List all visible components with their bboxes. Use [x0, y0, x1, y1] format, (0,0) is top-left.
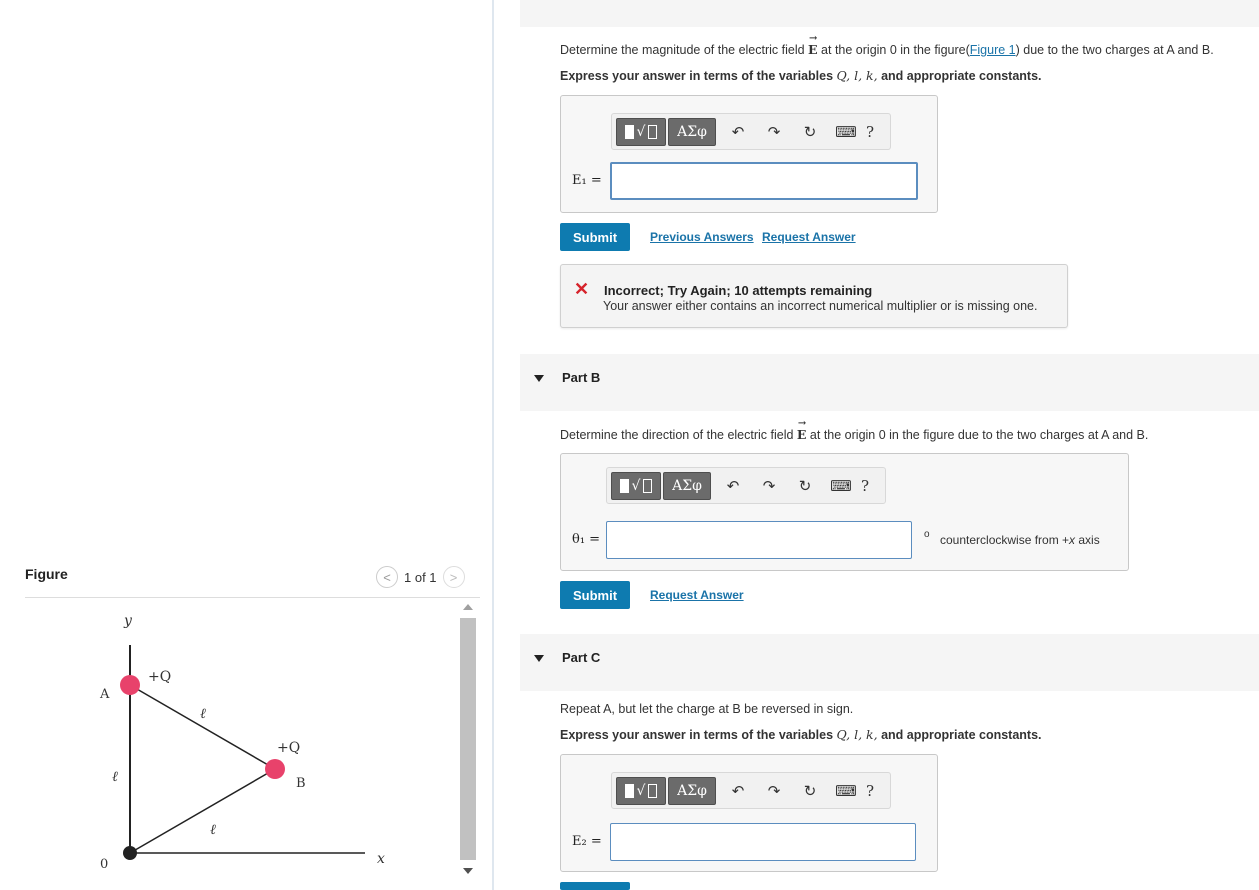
part-a-answer-input[interactable] [610, 162, 918, 200]
y-axis-label: y [124, 613, 132, 629]
reset-icon[interactable]: ↻ [803, 782, 817, 800]
collapse-triangle-icon [534, 655, 544, 662]
part-c-express [560, 727, 1042, 742]
part-b-title: Part B [562, 370, 601, 385]
figure-diagram [25, 600, 455, 890]
part-c-header[interactable] [520, 634, 1259, 691]
template-box-icon [648, 784, 657, 798]
unit-text-end: axis [1075, 533, 1100, 547]
part-b-answer-input[interactable] [606, 521, 912, 559]
field-vector-symbol [808, 33, 818, 57]
template-box-icon [648, 125, 657, 139]
field-symbol: E [808, 42, 818, 57]
feedback-message: Your answer either contains an incorrect numerical multiplier or is missing one. [603, 299, 1038, 313]
part-c-answer-box [560, 754, 938, 872]
part-a-header-band [520, 0, 1259, 27]
express-text: Express your answer in terms of the variables [560, 69, 837, 83]
collapse-triangle-icon [534, 375, 544, 382]
scroll-thumb[interactable] [460, 618, 476, 860]
scroll-up-arrow-icon[interactable] [463, 604, 473, 610]
templates-button[interactable] [611, 472, 661, 500]
express-text-end: and appropriate constants. [877, 728, 1042, 742]
sqrt-icon: √ [636, 782, 646, 799]
template-block-icon [625, 784, 634, 798]
help-icon[interactable]: ? [861, 476, 870, 495]
point-b-label: B [296, 776, 306, 791]
angle-unit-label [940, 533, 1100, 547]
incorrect-x-icon: ✕ [574, 279, 590, 299]
previous-answers-link[interactable]: Previous Answers [650, 230, 754, 244]
field-symbol: E [796, 427, 807, 442]
part-a-prompt [560, 33, 1214, 57]
part-c-submit-button[interactable] [560, 882, 630, 890]
part-a-feedback [560, 264, 1068, 328]
sqrt-icon: √ [631, 477, 641, 494]
help-icon[interactable]: ? [866, 781, 875, 800]
part-a-submit-button[interactable]: Submit [560, 223, 630, 251]
figure-scrollbar[interactable] [459, 600, 477, 890]
figure-pager [376, 566, 465, 588]
express-vars: Q, l, k, [836, 727, 878, 742]
part-b-answer-box [560, 453, 1129, 571]
greek-symbols-button[interactable]: ΑΣφ [663, 472, 711, 500]
template-box-icon [643, 479, 652, 493]
pager-text: 1 of 1 [404, 569, 437, 585]
part-c-toolbar [611, 772, 891, 809]
templates-button[interactable] [616, 777, 666, 805]
unit-var: x [1069, 533, 1076, 547]
figure-canvas [25, 600, 455, 890]
part-a-prompt-mid: at the origin 0 in the figure( [817, 43, 970, 57]
charge-a-label: +Q [148, 669, 172, 685]
keyboard-icon[interactable]: ⌨ [835, 782, 857, 800]
charge-b [265, 759, 285, 779]
part-c-prompt: Repeat A, but let the charge at B be reversed in sign. [560, 702, 854, 716]
point-a-label: A [100, 687, 110, 702]
part-b-prompt-text: Determine the direction of the electric field [560, 428, 797, 442]
part-b-prompt [560, 418, 1149, 442]
express-text-end: and appropriate constants. [877, 69, 1042, 83]
redo-icon[interactable]: ↷ [762, 477, 776, 495]
question-pane [494, 0, 1259, 890]
charge-a [120, 675, 140, 695]
field-vector-symbol [796, 418, 807, 442]
template-block-icon [625, 125, 634, 139]
part-a-toolbar [611, 113, 891, 150]
segment-left-label: ℓ [112, 769, 118, 785]
figure-pane [0, 0, 492, 890]
undo-icon[interactable]: ↶ [726, 477, 740, 495]
part-c-answer-input[interactable] [610, 823, 916, 861]
express-text: Express your answer in terms of the variables [560, 728, 837, 742]
part-a-eq-label: E₁ = [572, 173, 602, 188]
part-a-express [560, 68, 1042, 83]
part-b-toolbar [606, 467, 886, 504]
feedback-title: Incorrect; Try Again; 10 attempts remaining [604, 283, 873, 298]
vector-arrow-icon: → [797, 418, 807, 429]
part-b-request-answer-link[interactable]: Request Answer [650, 588, 744, 602]
pager-next-button[interactable]: > [443, 566, 465, 588]
undo-icon[interactable]: ↶ [731, 123, 745, 141]
x-axis-label: x [377, 851, 385, 867]
part-a-prompt-end: ) due to the two charges at A and B. [1015, 43, 1214, 57]
help-icon[interactable]: ? [866, 122, 875, 141]
greek-symbols-button[interactable]: ΑΣφ [668, 118, 716, 146]
templates-button[interactable] [616, 118, 666, 146]
figure-divider [25, 597, 480, 598]
part-b-header[interactable] [520, 354, 1259, 411]
template-block-icon [620, 479, 629, 493]
pager-prev-button[interactable]: < [376, 566, 398, 588]
part-b-eq-label: θ₁ = [572, 532, 601, 547]
redo-icon[interactable]: ↷ [767, 782, 781, 800]
part-b-prompt-end: at the origin 0 in the figure due to the two charges at A and B. [806, 428, 1149, 442]
part-a-request-answer-link[interactable]: Request Answer [762, 230, 856, 244]
origin-dot [123, 846, 137, 860]
redo-icon[interactable]: ↷ [767, 123, 781, 141]
vector-arrow-icon: → [809, 33, 818, 44]
unit-text: counterclockwise from + [940, 533, 1070, 547]
reset-icon[interactable]: ↻ [798, 477, 812, 495]
segment-top-label: ℓ [200, 706, 206, 722]
figure-link[interactable]: Figure 1 [969, 43, 1016, 57]
part-c-title: Part C [562, 650, 601, 665]
origin-label: 0 [100, 857, 109, 872]
scroll-down-arrow-icon[interactable] [463, 868, 473, 874]
express-vars: Q, l, k, [836, 68, 878, 83]
keyboard-icon[interactable]: ⌨ [835, 123, 857, 141]
part-c-eq-label: E₂ = [572, 834, 602, 849]
charge-b-label: +Q [277, 740, 301, 756]
figure-title: Figure [25, 566, 68, 582]
undo-icon[interactable]: ↶ [731, 782, 745, 800]
segment-0-b [130, 769, 275, 853]
segment-a-b [130, 685, 275, 769]
part-b-submit-button[interactable]: Submit [560, 581, 630, 609]
reset-icon[interactable]: ↻ [803, 123, 817, 141]
part-a-prompt-text: Determine the magnitude of the electric field [560, 43, 809, 57]
part-a-answer-box [560, 95, 938, 213]
segment-bottom-label: ℓ [210, 822, 216, 838]
sqrt-icon: √ [636, 123, 646, 140]
greek-symbols-button[interactable]: ΑΣφ [668, 777, 716, 805]
keyboard-icon[interactable]: ⌨ [830, 477, 852, 495]
degree-symbol: o [924, 529, 930, 540]
